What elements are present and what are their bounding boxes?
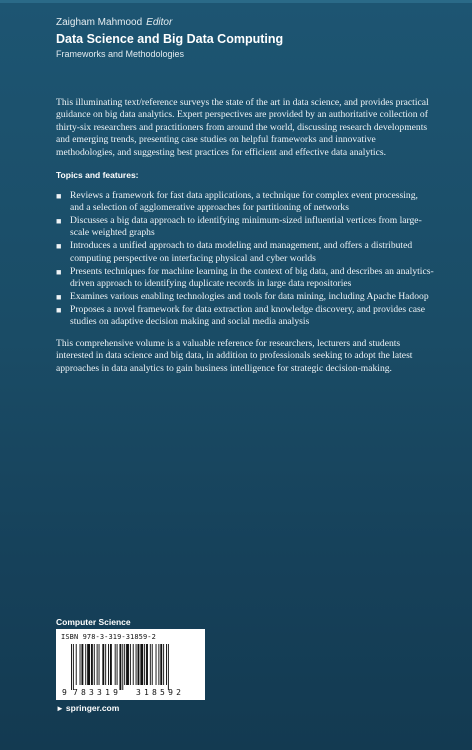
barcode-bar — [156, 644, 157, 685]
arrow-icon: ► — [56, 704, 64, 713]
feature-text: Introduces a unified approach to data modeling and management, and offers a distributed computing perspective on interfacing physical and cyber worlds — [70, 240, 413, 264]
barcode-bar — [71, 644, 72, 690]
barcode-bar — [163, 644, 164, 685]
feature-text: Presents techniques for machine learning in the context of big data, and describes an analytics-driven approach to identifying duplicate records in large data repositories — [70, 265, 434, 289]
back-cover-text — [56, 97, 434, 375]
bullet-icon: ■ — [56, 291, 62, 302]
barcode-bar — [105, 644, 106, 685]
barcode-bar — [85, 644, 86, 685]
barcode-bar — [117, 644, 118, 685]
barcode-bar — [126, 644, 129, 685]
barcode-bar — [110, 644, 112, 685]
barcode-bar — [80, 644, 81, 685]
barcode-bar — [102, 644, 104, 685]
bullet-icon: ■ — [56, 241, 62, 252]
barcode-digit-lead: 9 — [62, 688, 67, 697]
barcode-bar — [73, 644, 74, 690]
barcode-bar — [168, 644, 169, 690]
feature-text: Proposes a novel framework for data extraction and knowledge discovery, and provides case studies on adaptive decision making and social media analysis — [70, 303, 426, 327]
editor-role: Editor — [146, 17, 173, 28]
isbn-label: ISBN 978-3-319-31859-2 — [61, 633, 156, 641]
isbn-barcode — [56, 629, 205, 700]
barcode-graphic — [61, 644, 200, 697]
bullet-icon: ■ — [56, 266, 62, 277]
barcode-bar — [91, 644, 93, 685]
publisher-link[interactable] — [56, 703, 119, 713]
barcode-bars — [71, 644, 169, 690]
barcode-bar — [146, 644, 148, 685]
feature-item — [56, 266, 434, 290]
bullet-icon: ■ — [56, 216, 62, 227]
barcode-bar — [124, 644, 125, 685]
closing-paragraph: This comprehensive volume is a valuable reference for researchers, lecturers and students interested in data science and big data, in addition to professionals seeking to adopt the latest approaches in data analytics to gain business intelligence for strategic decision-making. — [56, 338, 413, 374]
feature-text: Discusses a big data approach to identifying minimum-sized influential vertices from large-scale weighted graphs — [70, 215, 422, 239]
editor-line — [56, 16, 456, 29]
barcode-bar — [115, 644, 116, 685]
cover-header — [56, 16, 456, 61]
barcode-bar — [94, 644, 95, 685]
barcode-bar — [136, 644, 137, 685]
barcode-bar — [76, 644, 77, 685]
barcode-bar — [152, 644, 153, 685]
barcode-digits-left: 783319 — [73, 688, 122, 697]
features-list — [56, 190, 434, 328]
feature-item — [56, 190, 434, 214]
barcode-bar — [158, 644, 159, 685]
publisher-url: springer.com — [65, 703, 120, 713]
barcode-bar — [87, 644, 90, 685]
topics-heading: Topics and features: — [56, 170, 139, 181]
barcode-bar — [108, 644, 109, 685]
feature-item — [56, 304, 434, 328]
barcode-bar — [97, 644, 98, 685]
barcode-digits-right: 318592 — [136, 688, 185, 697]
feature-text: Examines various enabling technologies and tools for data mining, including Apache Hadoop — [70, 290, 429, 302]
barcode-bar — [140, 644, 143, 685]
barcode-bar — [133, 644, 134, 685]
barcode-bar — [138, 644, 140, 685]
barcode-bar — [144, 644, 145, 685]
barcode-bar — [81, 644, 83, 685]
top-rule — [0, 0, 472, 3]
book-subtitle: Frameworks and Methodologies — [56, 49, 185, 59]
feature-item — [56, 240, 434, 264]
barcode-bar — [99, 644, 100, 685]
barcode-bar — [160, 644, 162, 685]
feature-text: Reviews a framework for fast data applications, a technique for complex event processing, and a selection of agglomerative approaches for partitioning of networks — [70, 190, 418, 214]
subject-category: Computer Science — [56, 617, 131, 627]
barcode-bar — [119, 644, 121, 690]
bullet-icon: ■ — [56, 304, 62, 315]
bullet-icon: ■ — [56, 191, 62, 202]
barcode-bar — [122, 644, 123, 690]
feature-item — [56, 215, 434, 239]
feature-item — [56, 291, 434, 303]
blurb-paragraph: This illuminating text/reference surveys the state of the art in data science, and provides practical guidance on big data analytics. Expert perspectives are provided by an authoritative collection of thirty-six researchers and practitioners from around the world, discussing research developments and emerging trends, presenting case studies on helpful frameworks and innovative methodologies, and suggesting best practices for efficient and effective data analytics. — [56, 97, 429, 158]
barcode-bar — [150, 644, 151, 685]
editor-name: Zaigham Mahmood — [56, 17, 143, 28]
barcode-bar — [166, 644, 167, 685]
barcode-bar — [130, 644, 131, 685]
book-title: Data Science and Big Data Computing — [56, 32, 284, 46]
